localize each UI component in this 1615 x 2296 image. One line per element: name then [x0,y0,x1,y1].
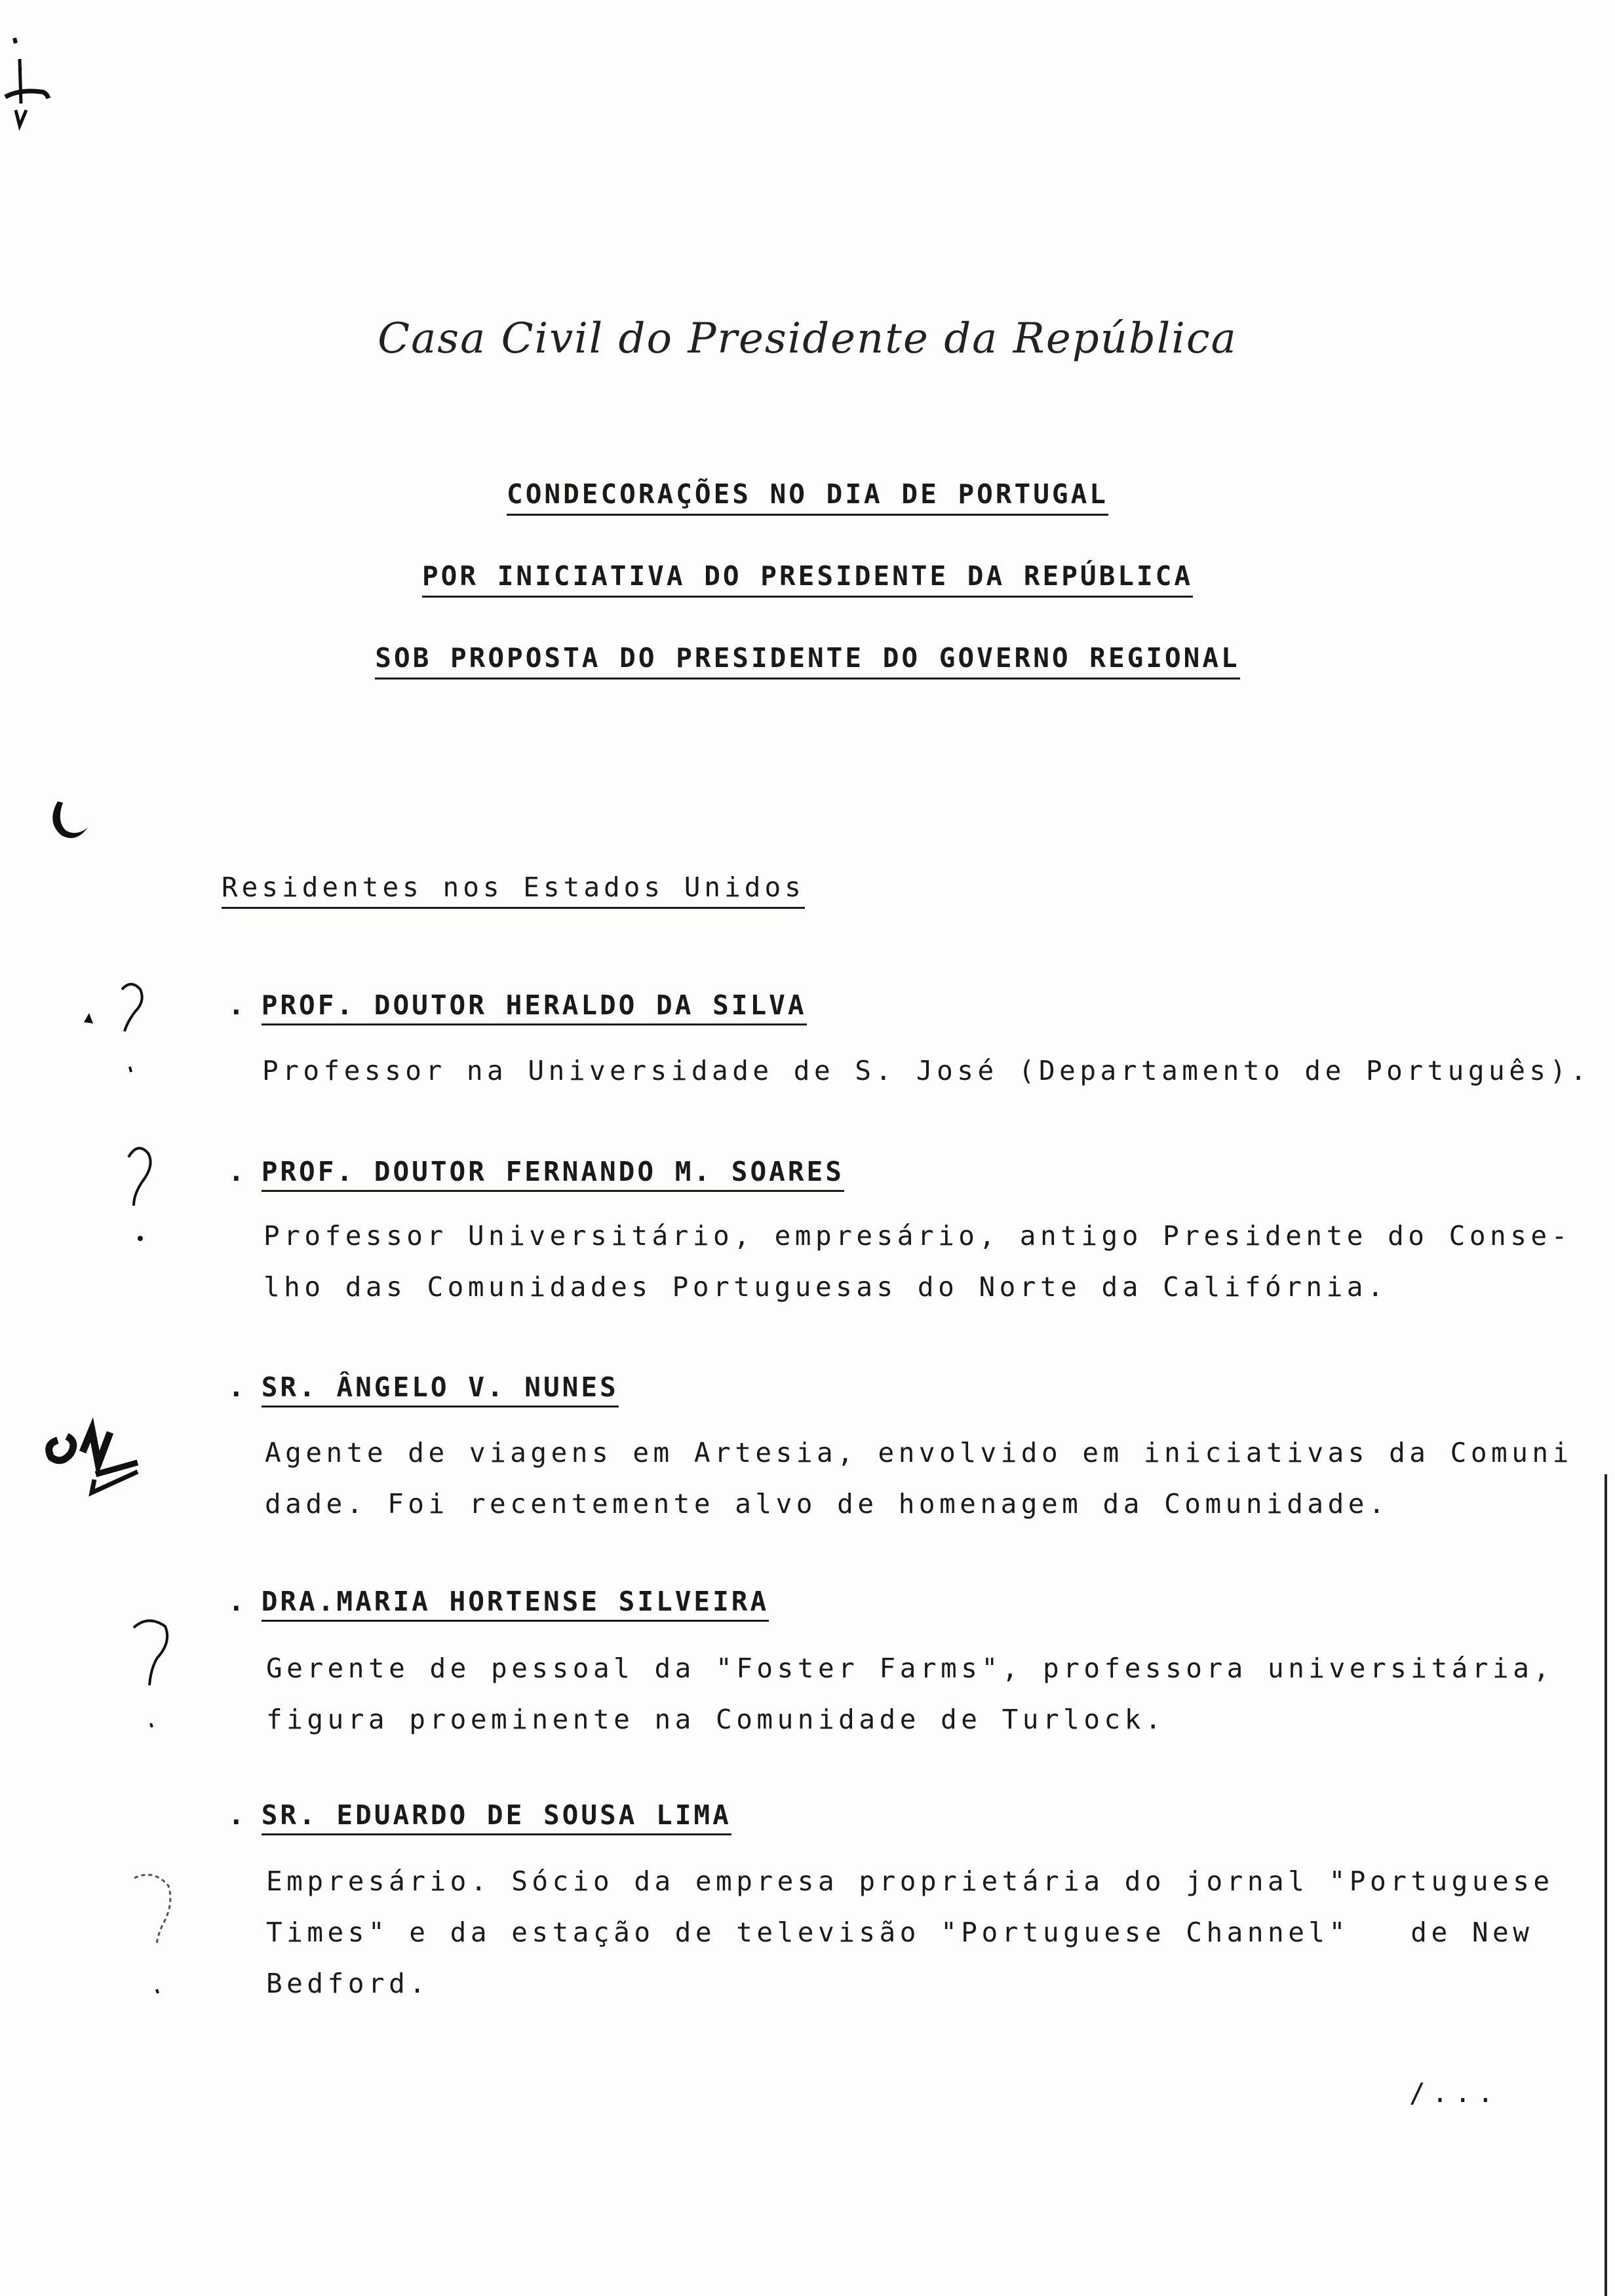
entry-desc-5: Empresário. Sócio da empresa proprietária do jornal "Portuguese Times" e da estação de televisão "Portuguese Channel" de New Bedford. [266,1866,1554,1999]
handwritten-mark-top-left [0,26,59,138]
heading-1: CONDECORAÇÕES NO DIA DE PORTUGAL [0,478,1615,510]
handwritten-question-mark-5 [128,1867,193,1999]
heading-2: POR INICIATIVA DO PRESIDENTE DA REPÚBLICA [0,560,1615,592]
handwritten-question-mark-1 [72,970,157,1088]
entry-desc-1: Professor na Universidade de S. José (Departamento de Português). [262,1055,1591,1086]
entry-desc-2: Professor Universitário, empresário, antigo Presidente do Conse- lho das Comunidades Portuguesas do Norte da Califórnia. [263,1220,1572,1303]
handwritten-crescent-mark [45,796,97,849]
heading-3: SOB PROPOSTA DO PRESIDENTE DO GOVERNO REGIONAL [0,642,1615,674]
entry-name-5: . SR. EDUARDO DE SOUSA LIMA [228,1799,731,1831]
handwritten-question-mark-4 [125,1612,190,1730]
entry-name-2: . PROF. DOUTOR FERNANDO M. SOARES [228,1156,844,1187]
handwritten-initials-mark [39,1415,151,1514]
section-title: Residentes nos Estados Unidos [222,871,805,909]
handwritten-question-mark-2 [118,1134,170,1252]
entry-name-4: . DRA.MARIA HORTENSE SILVEIRA [228,1586,769,1617]
entry-name-1: . PROF. DOUTOR HERALDO DA SILVA [228,989,807,1021]
page-edge-shadow [1605,1474,1607,2296]
entry-name-3: . SR. ÂNGELO V. NUNES [228,1371,619,1403]
entry-desc-4: Gerente de pessoal da "Foster Farms", professora universitária, figura proeminente na Comunidade de Turlock. [266,1653,1554,1735]
entry-desc-3: Agente de viagens em Artesia, envolvido em iniciativas da Comuni dade. Foi recentemente alvo de homenagem da Comunidade. [265,1437,1573,1520]
letterhead: Casa Civil do Presidente da República [378,315,1237,363]
page-continuation-marker: /... [1409,2077,1500,2109]
